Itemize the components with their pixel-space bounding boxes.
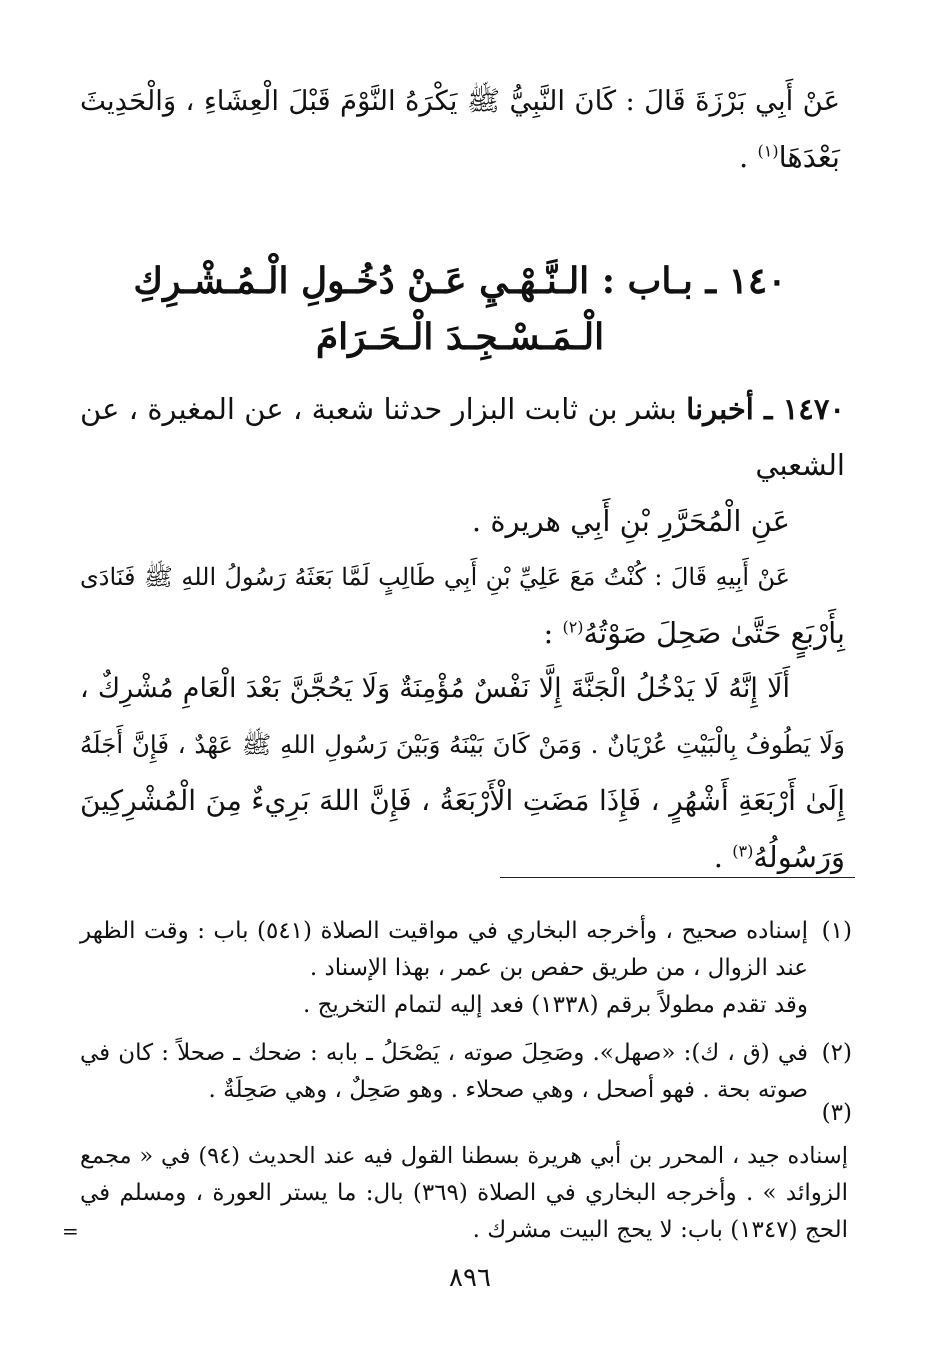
footnote-1-line-2: عند الزوال ، من طريق حفص بن عمر ، بهذا الإسناد . (309, 955, 808, 981)
previous-hadith-line-2-text: بَعْدَهَا (778, 140, 840, 174)
hadith-line-5 (80, 605, 845, 661)
hadith-line-4: عَنْ أَبِيهِ قَالَ : كُنْتُ مَعَ عَلِيِّ بْنِ أَبِي طَالِبٍ لَمَّا بَعَثَهُ رَسُولُ اللهِ ﷺ فَنَادَى (80, 563, 790, 591)
footnote-1-line-3: وقد تقدم مطولاً برقم (١٣٣٨) فعد إليه لتمام التخريج . (302, 992, 808, 1018)
footnote-3 (80, 1138, 848, 1249)
footnote-2-number: (٢) (821, 1040, 852, 1066)
footnote-ref-3: (٣) (732, 841, 754, 861)
footnote-2-line-2: صوته بحة . فهو أصحل ، وهي صحلاء . وهو صَحِلٌ ، وهي صَحِلَةٌ . (208, 1077, 808, 1103)
footnote-separator (500, 877, 855, 878)
hadith-line-7: وَلَا يَطُوفُ بِالْبَيْتِ عُرْيَانٌ . وَمَنْ كَانَ بَيْنَهُ وَبَيْنَ رَسُولِ اللهِ ﷺ عَهْدٌ ، فَإِنَّ أَجَلَهُ (80, 730, 845, 759)
hadith-line-5-end: : (543, 616, 563, 650)
chapter-heading-line-2: الْـمَـسْـجِـدَ الْـحَـرَامَ (315, 316, 605, 358)
chapter-heading-line-1: ١٤٠ ـ بـاب : الـنَّـهْـيِ عَـنْ دُخُـولِ الْـمُـشْـرِكِ (133, 260, 787, 302)
footnote-2 (80, 1035, 808, 1109)
continuation-mark: = (62, 1219, 79, 1243)
footnote-3-line-2: الزوائد » . وأخرجه البخاري في الصلاة (٣٦٩) بال: ما يستر العورة ، ومسلم في (80, 1180, 848, 1206)
hadith-line-9-text: وَرَسُولُهُ (753, 840, 845, 874)
page-number: ٨٩٦ (449, 1263, 491, 1293)
footnote-2-line-1: في (ق ، ك): «صهل». وصَحِلَ صوته ، يَصْحَلُ ـ بابه : ضحك ـ صحلاً : كان في (80, 1040, 808, 1066)
hadith-line-9-end: . (713, 840, 733, 874)
hadith-line-5-text: بِأَرْبَعٍ حَتَّىٰ صَحِلَ صَوْتُهُ (583, 616, 845, 650)
footnote-ref-1: (١) (757, 141, 779, 161)
footnote-3-line-1: إسناده جيد ، المحرر بن أبي هريرة بسطنا القول فيه عند الحديث (٩٤) في « مجمع (80, 1143, 848, 1169)
hadith-1470 (80, 381, 845, 885)
hadith-line-1-rest: بشر بن ثابت البزار حدثنا شعبة ، عن المغيرة ، عن (80, 392, 687, 426)
chapter-heading (80, 253, 840, 365)
footnote-ref-2: (٢) (562, 617, 584, 637)
previous-hadith-ending (80, 73, 840, 185)
hadith-line-1 (80, 381, 845, 437)
footnote-1-number: (١) (821, 918, 852, 944)
footnote-3-line-3: الحج (١٣٤٧) باب: لا يحج البيت مشرك . (472, 1217, 848, 1243)
footnote-1 (80, 913, 808, 1024)
previous-hadith-line-1: عَنْ أَبِي بَرْزَةَ قَالَ : كَانَ النَّبِيُّ ﷺ يَكْرَهُ النَّوْمَ قَبْلَ الْعِشَاءِ ، وَالْحَدِيثَ (80, 85, 840, 117)
footnote-1-line-1: إسناده صحيح ، وأخرجه البخاري في مواقيت الصلاة (٥٤١) باب : وقت الظهر (80, 918, 808, 944)
hadith-line-8: إِلَىٰ أَرْبَعَةِ أَشْهُرٍ ، فَإِذَا مَضَتِ الْأَرْبَعَةُ ، فَإِنَّ اللهَ بَرِيءٌ مِنَ الْمُشْرِكِينَ (80, 784, 845, 817)
hadith-line-6: أَلَا إِنَّهُ لَا يَدْخُلُ الْجَنَّةَ إِلَّا نَفْسٌ مُؤْمِنَةٌ وَلَا يَحُجَّنَّ بَعْدَ الْعَامِ مُشْرِكٌ ، (80, 673, 790, 704)
previous-hadith-line-2 (80, 129, 840, 185)
footnote-3-number: (٣) (821, 1100, 852, 1126)
hadith-line-2: الشعبي (755, 448, 845, 482)
hadith-number: ١٤٧٠ ـ أخبرنا (686, 392, 845, 426)
hadith-line-3: عَنِ الْمُحَرَّرِ بْنِ أَبِي هريرة . (471, 504, 790, 538)
previous-hadith-line-2-end: . (739, 140, 758, 174)
